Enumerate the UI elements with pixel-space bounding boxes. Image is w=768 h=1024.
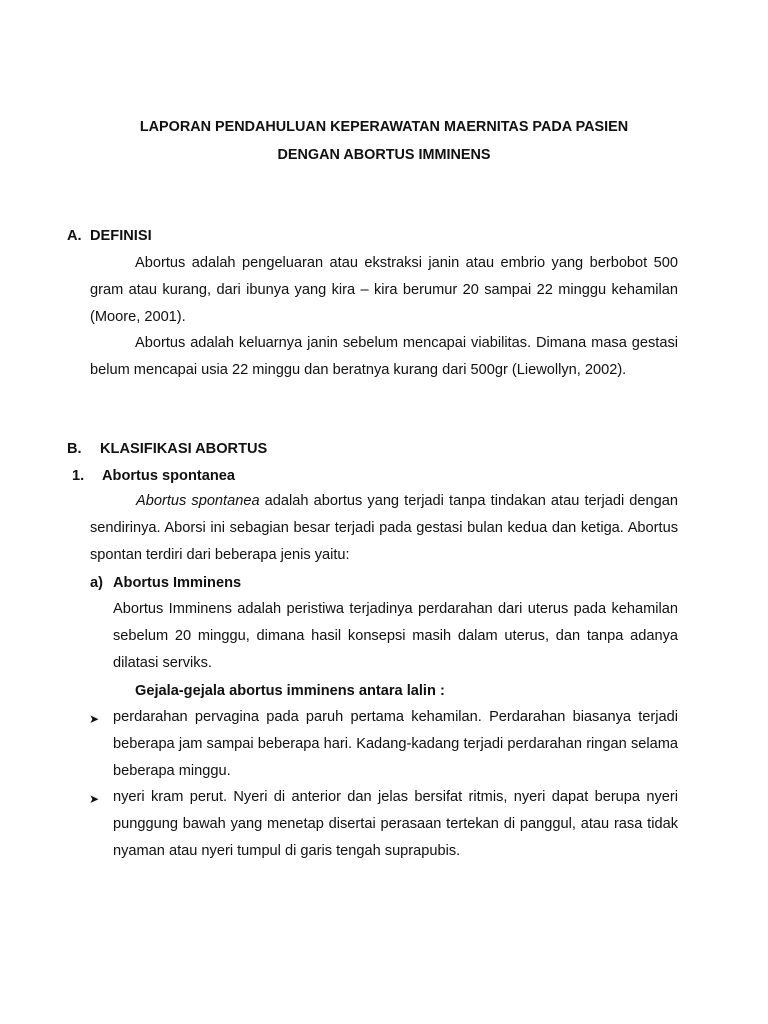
subsection-1-number: 1. bbox=[72, 468, 85, 484]
symptom-bullet-2: nyeri kram perut. Nyeri di anterior dan jelas bersifat ritmis, nyeri dapat berupa nyeri punggung bawah yang menetap disertai perasaan tertekan di panggul, atau rasa tidak nyaman atau nyeri tumpul di garis tengah suprapubis. bbox=[113, 789, 678, 859]
bullet-arrow-icon: ➤ bbox=[89, 792, 100, 806]
section-b-number: B. bbox=[67, 441, 82, 457]
subsection-1-heading bbox=[72, 468, 235, 484]
section-a-title: DEFINISI bbox=[90, 228, 152, 244]
symptoms-heading: Gejala-gejala abortus imminens antara lalin : bbox=[135, 683, 445, 699]
section-a-number: A. bbox=[67, 228, 82, 244]
section-b-title: KLASIFIKASI ABORTUS bbox=[100, 441, 268, 457]
subsection-1-paragraph bbox=[90, 488, 678, 568]
subsection-a-heading bbox=[90, 575, 241, 591]
subsection-a-paragraph: Abortus Imminens adalah peristiwa terjadinya perdarahan dari uterus pada kehamilan sebelum 20 minggu, dimana hasil konsepsi masih dalam uterus, dan tanpa adanya dilatasi serviks. bbox=[113, 601, 678, 671]
paragraph-text: adalah abortus yang terjadi tanpa tindakan atau terjadi dengan sendirinya. Aborsi ini sebagian besar terjadi pada gestasi bulan kedua dan ketiga. Abortus spontan terdiri dari beberapa jenis yaitu: bbox=[90, 493, 679, 563]
bullet-arrow-icon: ➤ bbox=[89, 712, 100, 726]
subsection-1-title: Abortus spontanea bbox=[102, 468, 235, 484]
section-b-heading bbox=[67, 441, 267, 457]
section-a-heading bbox=[67, 228, 152, 244]
italic-term: Abortus spontanea bbox=[136, 493, 260, 509]
symptom-bullet-1: perdarahan pervagina pada paruh pertama kehamilan. Perdarahan biasanya terjadi beberapa jam sampai beberapa hari. Kadang-kadang terjadi perdarahan ringan selama beberapa minggu. bbox=[113, 709, 678, 779]
document-title-line-1: LAPORAN PENDAHULUAN KEPERAWATAN MAERNITAS PADA PASIEN bbox=[139, 119, 629, 135]
subsection-a-title: Abortus Imminens bbox=[113, 575, 242, 591]
document-title-line-2: DENGAN ABORTUS IMMINENS bbox=[277, 147, 491, 163]
section-a-paragraph-2: Abortus adalah keluarnya janin sebelum mencapai viabilitas. Dimana masa gestasi belum mencapai usia 22 minggu dan beratnya kurang dari 500gr (Liewollyn, 2002). bbox=[90, 335, 678, 378]
section-a-paragraph-1: Abortus adalah pengeluaran atau ekstraksi janin atau embrio yang berbobot 500 gram atau kurang, dari ibunya yang kira – kira berumur 20 sampai 22 minggu kehamilan (Moore, 2001). bbox=[90, 255, 678, 325]
subsection-a-number: a) bbox=[90, 575, 103, 591]
